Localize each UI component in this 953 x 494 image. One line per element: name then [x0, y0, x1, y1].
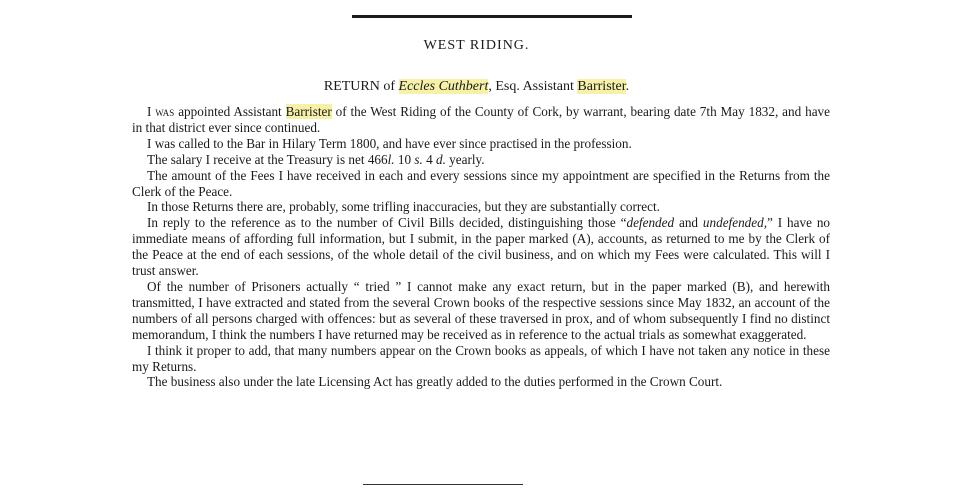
paragraph-licensing: The business also under the late Licensing Act has greatly added to the duties performed in the Crown Court. — [147, 374, 723, 390]
paragraph-text: ” I have no immediate means of affording full information, but I submit, in the paper marked (A), accounts, as returned to me by the Clerk of the Peace at the end of each sessions, of the whole detail of the civil business, and on which my Fees were calculated. This will I trust answer. — [132, 215, 831, 279]
paragraph-civil-bills — [132, 215, 830, 279]
paragraph-prisoners: Of the number of Prisoners actually “ tried ” I cannot make any exact return, but in the paper marked (B), and herewith transmitted, I have extracted and stated from the several Crown books of the respective sessions since May 1832, an account of the numbers of all persons charged with offences: but as several of these traversed in prox, and of whom subsequently I find no distinct memorandum, I think the numbers I have returned may be received as in reference to the actual trials as somewhat exaggerated. — [132, 278, 830, 342]
salary-text: 4 — [422, 151, 436, 167]
paragraph-salary — [132, 152, 830, 168]
top-rule — [352, 15, 632, 18]
italic-word: undefended, — [702, 215, 768, 231]
salary-shillings-unit: s. — [414, 151, 423, 167]
paragraph-appeals: I think it proper to add, that many numbers appear on the Crown books as appeals, of which I have not taken any notice in these my Returns. — [132, 342, 830, 374]
return-prefix: RETURN of — [323, 79, 399, 94]
highlighted-word: Barrister — [285, 104, 332, 119]
bottom-rule — [363, 484, 523, 485]
paragraph-text: and — [674, 215, 703, 231]
paragraph-text: In reply to the reference as to the number of Civil Bills decided, distinguishing those “ — [147, 215, 627, 231]
salary-text: yearly. — [445, 151, 485, 167]
return-title — [0, 79, 953, 95]
paragraph-inaccuracies: In those Returns there are, probably, some trifling inaccuracies, but they are substantially correct. — [147, 199, 660, 215]
return-middle: , Esq. Assistant — [488, 79, 578, 94]
barrister-title: Barrister — [577, 79, 626, 94]
salary-text: 10 — [394, 151, 415, 167]
paragraph-appointment — [132, 104, 830, 136]
salary-pence-unit: d. — [435, 151, 446, 167]
paragraph-word-small-caps: was — [155, 104, 175, 119]
barrister-name: Eccles Cuthbert — [398, 79, 489, 94]
salary-pounds-unit: l. — [387, 151, 395, 167]
return-end: . — [625, 79, 630, 94]
section-heading: WEST RIDING. — [423, 38, 530, 53]
salary-text: The salary I receive at the Treasury is net 466 — [147, 151, 388, 167]
paragraph-fees: The amount of the Fees I have received in each and every sessions since my appointment are specified in the Returns from the Clerk of the Peace. — [132, 167, 830, 199]
paragraph-text: appointed Assistant — [174, 104, 286, 119]
italic-word: defended — [626, 215, 675, 231]
paragraph-text: of the West Riding of the County of Cork, by warrant, bearing date 7th May 1832, and have in that district ever since continued. — [132, 104, 830, 135]
return-body — [132, 104, 830, 390]
paragraph-bar-call: I was called to the Bar in Hilary Term 1800, and have ever since practised in the profession. — [147, 135, 632, 151]
paragraph-word: I — [147, 104, 152, 119]
